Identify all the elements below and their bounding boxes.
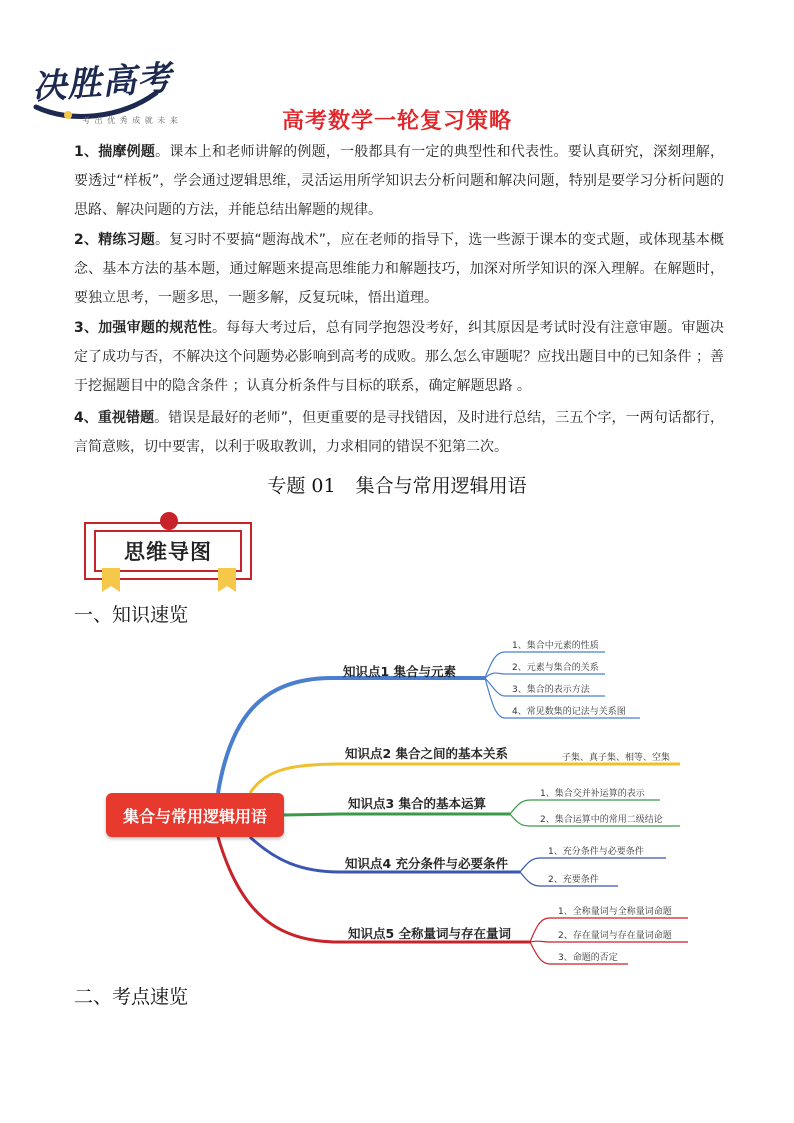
branch-1-leaf: 4、常见数集的记法与关系图 (512, 707, 626, 717)
topic-number: 专题 01 (267, 475, 336, 497)
section-heading-exam-points: 二、考点速览 (74, 986, 189, 1008)
branch-5-leaf: 1、全称量词与全称量词命题 (558, 907, 672, 917)
strategy-heading: 3、加强审题的规范性 (74, 320, 213, 336)
branch-1-leaf: 2、元素与集合的关系 (512, 663, 599, 673)
branch-4-label: 知识点4 充分条件与必要条件 (345, 856, 509, 871)
strategy-body: 。复习时不要搞“题海战术”，应在老师的指导下，选一些源于课本的变式题，或体现基本概念、基本方法的基本题，通过解题来提高思维能力和解题技巧，加深对所学知识的深入理解。在解题时，要独立思考，一题多思，一题多解，反复玩味，悟出道理。 (74, 232, 724, 306)
branch-5-label: 知识点5 全称量词与存在量词 (348, 926, 512, 941)
strategy-paragraph-4 (74, 404, 724, 462)
branch-3-leaf: 1、集合交并补运算的表示 (540, 789, 645, 799)
branch-5-leaf: 2、存在量词与存在量词命题 (558, 931, 672, 941)
topic-name: 集合与常用逻辑用语 (355, 475, 527, 497)
strategy-body: 。错误是最好的老师”，但更重要的是寻找错因，及时进行总结，三五个字，一两句话都行，言简意赅，切中要害，以利于吸取教训，力求相同的错误不犯第二次。 (74, 410, 724, 455)
branch-2-label: 知识点2 集合之间的基本关系 (345, 746, 509, 761)
mindmap-badge (80, 512, 260, 592)
strategy-paragraph-1 (74, 138, 724, 225)
strategy-paragraph-3 (74, 314, 724, 401)
strategy-heading: 4、重视错题 (74, 410, 155, 426)
logo-subtitle: 考 出 优 秀 成 就 未 来 (82, 116, 179, 125)
branch-1-connector (218, 678, 485, 793)
strategy-body: 。课本上和老师讲解的例题，一般都具有一定的典型性和代表性。要认真研究，深刻理解，要透过“样板”，学会通过逻辑思维，灵活运用所学知识去分析问题和解决问题，特别是要学习分析问题的思路、解决问题的方法，并能总结出解题的规律。 (74, 144, 724, 218)
strategy-heading: 2、精练习题 (74, 232, 156, 248)
branch-4-leaf: 1、充分条件与必要条件 (548, 847, 644, 857)
strategy-heading: 1、揣摩例题 (74, 144, 156, 160)
main-title: 高考数学一轮复习策略 (281, 109, 512, 134)
mindmap-root: 集合与常用逻辑用语 (106, 793, 284, 837)
topic-title (0, 471, 794, 498)
branch-2-leaf: 子集、真子集、相等、空集 (562, 753, 671, 763)
strategy-paragraph-2 (74, 226, 724, 313)
section-heading-knowledge: 一、知识速览 (74, 604, 189, 626)
badge-label: 思维导图 (94, 530, 242, 572)
branch-3-label: 知识点3 集合的基本运算 (348, 796, 487, 811)
branch-1-leaf: 3、集合的表示方法 (512, 685, 590, 695)
branch-5-leaf: 3、命题的否定 (558, 953, 618, 963)
branch-4-leaf: 2、充要条件 (548, 875, 599, 885)
branch-3-connector (284, 814, 510, 815)
ribbon-left-icon (102, 568, 120, 592)
branch-1-label: 知识点1 集合与元素 (343, 664, 457, 679)
ribbon-right-icon (218, 568, 236, 592)
mindmap (100, 630, 700, 970)
badge-pin-icon (160, 512, 178, 530)
strategy-body: 。每每大考过后，总有同学抱怨没考好，纠其原因是考试时没有注意审题。审题决定了成功与否，不解决这个问题势必影响到高考的成败。那么怎么审题呢？应找出题目中的已知条件 ；善于挖掘题目中的隐含条件 ；认真分析条件与目标的联系，确定解题思路 。 (74, 320, 725, 394)
branch-3-leaf: 2、集合运算中的常用二级结论 (540, 815, 663, 825)
branch-1-leaf: 1、集合中元素的性质 (512, 641, 599, 651)
logo-text: 决胜高考 (31, 58, 174, 108)
